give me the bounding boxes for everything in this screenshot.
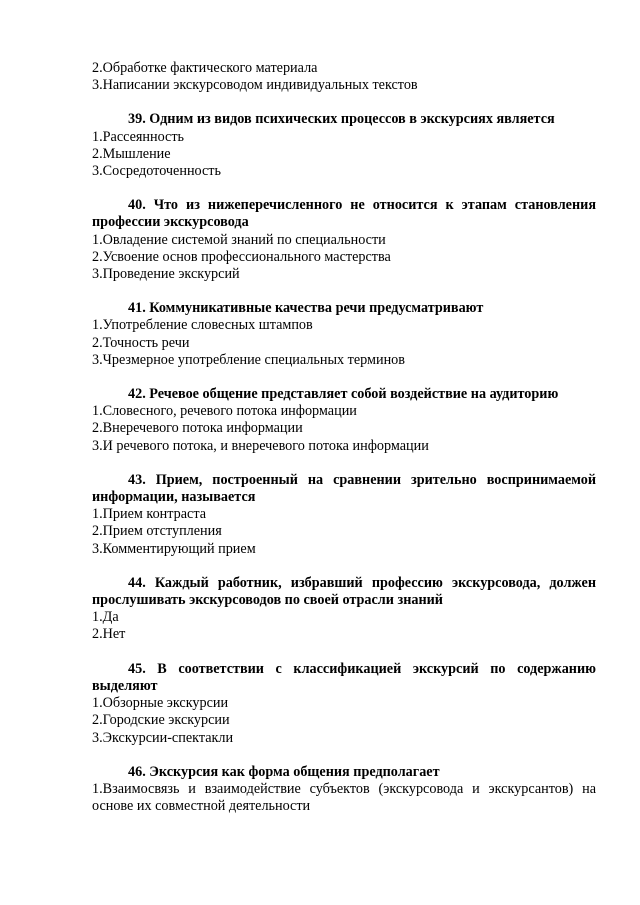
answer-item: 1.Рассеянность (92, 128, 185, 145)
answer-item: 1.Прием контраста (92, 506, 206, 523)
answer-item: 3.Чрезмерное употребление специальных терминов (92, 351, 405, 368)
intro-answer-list (92, 60, 596, 94)
answer-list (92, 781, 596, 815)
answer-item: 1.Овладение системой знаний по специальности (92, 231, 386, 248)
question-title: 39. Одним из видов психических процессов в экскурсиях является (128, 111, 555, 128)
answer-list (92, 403, 596, 455)
answer-list (92, 129, 596, 181)
answer-item: 2.Мышление (92, 145, 171, 162)
answer-item: 3.Экскурсии-спектакли (92, 729, 234, 746)
question-title: 44. Каждый работник, избравший профессию экскурсовода, должен прослушивать экскурсоводов по своей отрасли знаний (92, 574, 596, 609)
answer-item: 3.Написании экскурсоводом индивидуальных текстов (92, 77, 418, 94)
answer-item: 2.Обработке фактического материала (92, 60, 318, 76)
question-block-43 (92, 472, 596, 558)
question-title: 43. Прием, построенный на сравнении зрительно воспринимаемой информации, называется (92, 471, 596, 506)
answer-item: 2.Нет (92, 626, 126, 643)
question-block-40 (92, 197, 596, 283)
answer-item: 1.Употребление словесных штампов (92, 317, 313, 334)
answer-item: 1.Взаимосвязь и взаимодействие субъектов (экскурсовода и экскурсантов) на основе их совместной деятельности (92, 780, 596, 815)
question-title: 46. Экскурсия как форма общения предполагает (128, 763, 440, 780)
question-block-44 (92, 575, 596, 644)
question-title: 42. Речевое общение представляет собой воздействие на аудиторию (128, 386, 559, 403)
answer-list (92, 506, 596, 558)
question-block-39 (92, 111, 596, 180)
answer-list (92, 232, 596, 284)
answer-item: 2.Городские экскурсии (92, 712, 230, 729)
question-title: 41. Коммуникативные качества речи предусматривают (128, 300, 484, 317)
question-title: 40. Что из нижеперечисленного не относится к этапам становления профессии экскурсовода (92, 197, 596, 231)
answer-item: 2.Усвоение основ профессионального мастерства (92, 248, 391, 265)
answer-item: 1.Да (92, 609, 119, 626)
answer-list (92, 317, 596, 369)
question-block-45 (92, 661, 596, 747)
answer-item: 3.Комментирующий прием (92, 540, 256, 557)
answer-list (92, 609, 596, 643)
question-block-42 (92, 386, 596, 455)
answer-item: 2.Прием отступления (92, 523, 222, 540)
answer-item: 3.Проведение экскурсий (92, 266, 240, 283)
answer-item: 2.Точность речи (92, 334, 190, 351)
question-block-46 (92, 764, 596, 816)
question-block-41 (92, 300, 596, 369)
answer-item: 3.И речевого потока, и внеречевого потока информации (92, 437, 429, 454)
answer-item: 2.Внеречевого потока информации (92, 420, 303, 437)
question-title: 45. В соответствии с классификацией экскурсий по содержанию выделяют (92, 660, 596, 694)
answer-item: 1.Обзорные экскурсии (92, 695, 229, 712)
answer-item: 1.Словесного, речевого потока информации (92, 403, 357, 420)
answer-list (92, 695, 596, 747)
answer-item: 3.Сосредоточенность (92, 163, 221, 180)
